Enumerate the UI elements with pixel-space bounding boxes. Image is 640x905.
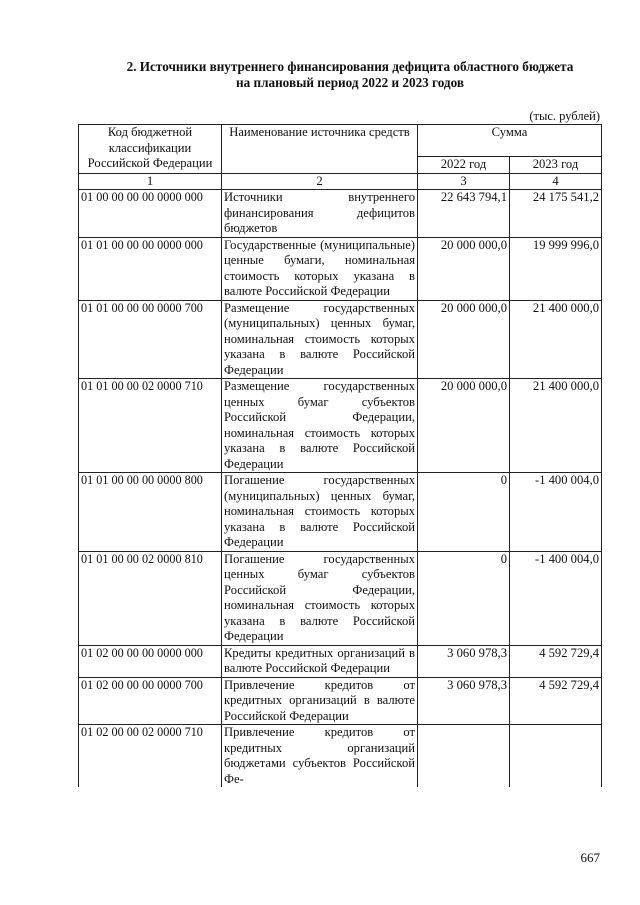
budget-code: 01 02 00 00 02 0000 710 bbox=[79, 725, 222, 788]
amount-2023: 21 400 000,0 bbox=[510, 300, 602, 379]
table-row bbox=[79, 190, 602, 238]
heading-line-2: на плановый период 2022 и 2023 годов bbox=[236, 75, 464, 90]
amount-2022: 22 643 794,1 bbox=[418, 190, 510, 238]
amount-2023: -1 400 004,0 bbox=[510, 551, 602, 645]
section-heading bbox=[60, 59, 640, 91]
source-name: Погашение государственных ценных бумаг субъектов Российской Федерации, номинальная стоимость которых указана в валюте Российской Федерации bbox=[222, 551, 418, 645]
budget-code: 01 01 00 00 00 0000 700 bbox=[79, 300, 222, 379]
amount-2022: 3 060 978,3 bbox=[418, 645, 510, 677]
amount-2022: 3 060 978,3 bbox=[418, 677, 510, 725]
table-row bbox=[79, 677, 602, 725]
amount-2022: 0 bbox=[418, 551, 510, 645]
amount-2023: 19 999 996,0 bbox=[510, 237, 602, 300]
amount-2023: 4 592 729,4 bbox=[510, 677, 602, 725]
column-number: 1 bbox=[79, 173, 222, 190]
source-name: Погашение государственных (муниципальных) ценных бумаг, номинальная стоимость которых указана в валюте Российской Федерации bbox=[222, 473, 418, 552]
heading-line-1: 2. Источники внутреннего финансирования дефицита областного бюджета bbox=[126, 59, 574, 74]
amount-2022: 20 000 000,0 bbox=[418, 379, 510, 473]
table-row bbox=[79, 473, 602, 552]
table-row bbox=[79, 551, 602, 645]
header-sum: Сумма bbox=[418, 125, 602, 157]
amount-2022: 20 000 000,0 bbox=[418, 300, 510, 379]
table-row bbox=[79, 725, 602, 788]
header-year-2023: 2023 год bbox=[510, 157, 602, 174]
table-row bbox=[79, 300, 602, 379]
amount-2023: 4 592 729,4 bbox=[510, 645, 602, 677]
source-name: Размещение государственных (муниципальных) ценных бумаг, номинальная стоимость которых указана в валюте Российской Федерации bbox=[222, 300, 418, 379]
financing-sources-table bbox=[78, 124, 602, 787]
budget-code: 01 02 00 00 00 0000 700 bbox=[79, 677, 222, 725]
header-name: Наименование источника средств bbox=[222, 125, 418, 174]
header-code: Код бюджетной классификации Российской Федерации bbox=[79, 125, 222, 174]
budget-code: 01 00 00 00 00 0000 000 bbox=[79, 190, 222, 238]
amount-2023: -1 400 004,0 bbox=[510, 473, 602, 552]
table-row bbox=[79, 379, 602, 473]
column-number: 2 bbox=[222, 173, 418, 190]
amount-2023: 24 175 541,2 bbox=[510, 190, 602, 238]
column-numbers-row bbox=[79, 173, 602, 190]
units-note: (тыс. рублей) bbox=[529, 109, 600, 123]
source-name: Размещение государственных ценных бумаг субъектов Российской Федерации, номинальная стоимость которых указана в валюте Российской Федерации bbox=[222, 379, 418, 473]
source-name: Источники внутреннего финансирования дефицитов бюджетов bbox=[222, 190, 418, 238]
budget-code: 01 01 00 00 02 0000 810 bbox=[79, 551, 222, 645]
source-name: Кредиты кредитных организаций в валюте Российской Федерации bbox=[222, 645, 418, 677]
page-number: 667 bbox=[580, 850, 600, 865]
budget-code: 01 02 00 00 00 0000 000 bbox=[79, 645, 222, 677]
amount-2023: 21 400 000,0 bbox=[510, 379, 602, 473]
header-year-2022: 2022 год bbox=[418, 157, 510, 174]
source-name: Привлечение кредитов от кредитных организаций бюджетами субъектов Российской Фе- bbox=[222, 725, 418, 788]
column-number: 3 bbox=[418, 173, 510, 190]
table-row bbox=[79, 645, 602, 677]
amount-2022: 20 000 000,0 bbox=[418, 237, 510, 300]
table-row bbox=[79, 237, 602, 300]
amount-2022 bbox=[418, 725, 510, 788]
amount-2022: 0 bbox=[418, 473, 510, 552]
table-header-row bbox=[79, 125, 602, 157]
source-name: Привлечение кредитов от кредитных организаций в валюте Российской Федерации bbox=[222, 677, 418, 725]
budget-code: 01 01 00 00 00 0000 800 bbox=[79, 473, 222, 552]
amount-2023 bbox=[510, 725, 602, 788]
budget-code: 01 01 00 00 00 0000 000 bbox=[79, 237, 222, 300]
column-number: 4 bbox=[510, 173, 602, 190]
budget-code: 01 01 00 00 02 0000 710 bbox=[79, 379, 222, 473]
source-name: Государственные (муниципальные) ценные бумаги, номинальная стоимость которых указана в валюте Российской Федерации bbox=[222, 237, 418, 300]
